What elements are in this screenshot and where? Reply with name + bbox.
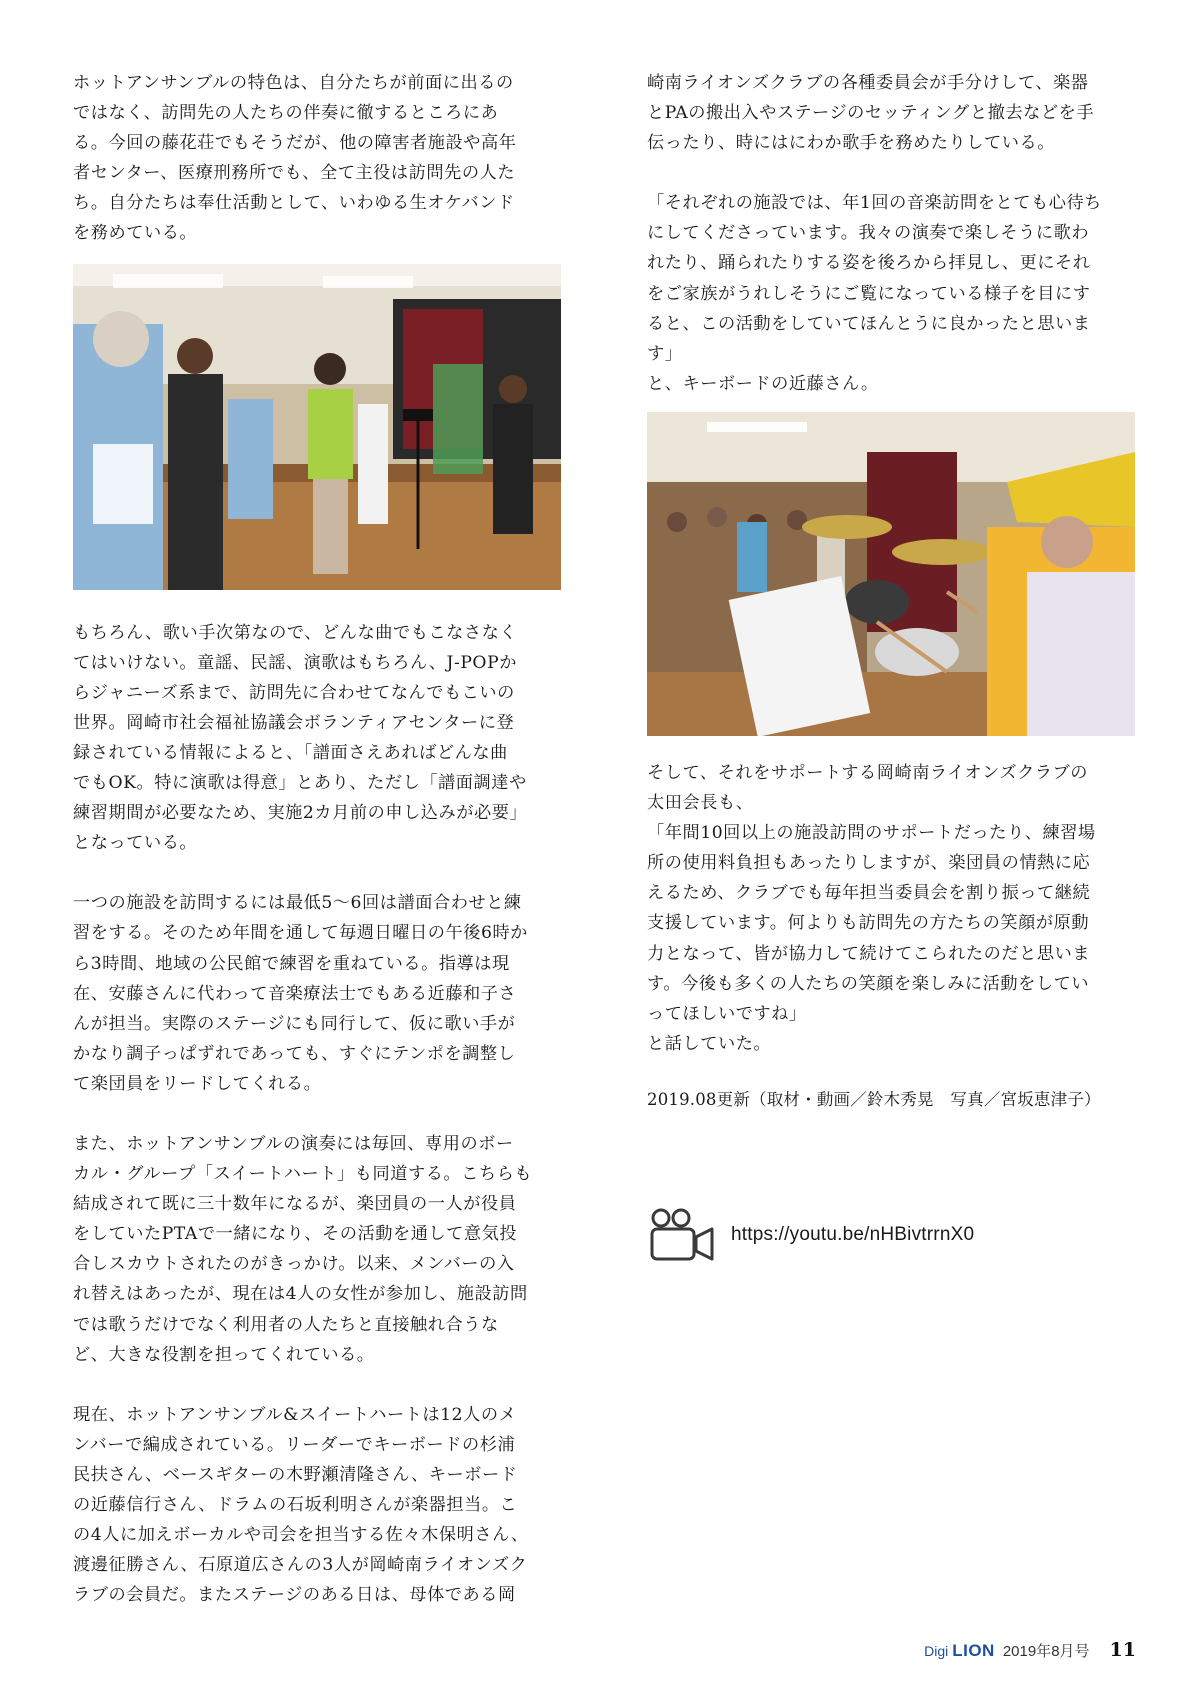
page-number: 11	[1109, 1639, 1136, 1661]
right-column	[647, 68, 1135, 1115]
photo-drummer	[647, 412, 1135, 736]
article-credit: 2019.08更新（取材・動画／鈴木秀晃 写真／宮坂恵津子）	[647, 1089, 1101, 1109]
page-footer	[924, 1639, 1136, 1661]
video-url: https://youtu.be/nHBivtrrnX0	[731, 1224, 975, 1245]
paragraph-club-support: 崎南ライオンズクラブの各種委員会が手分けして、楽器 とPAの搬出入やステージのセッティングと撤去などを手 伝ったり、時にはにわか歌手を務めたりしている。	[647, 73, 1095, 154]
paragraph-kondo-quote: 「それぞれの施設では、年1回の音楽訪問をとても心待ち にしてくださっています。我々の演奏で楽しそうに歌わ れたり、踊られたりする姿を後ろから拝見し、更にそれ をご家族がうれしそうにご覧になっている様子を目にす ると、この活動をしていてほんとうに良かったと思いま す」 と、キーボードの近藤さん。	[647, 193, 1102, 394]
photo-choir-performance	[73, 264, 561, 590]
footer-digi: Digi	[924, 1643, 949, 1659]
video-link[interactable]	[649, 1207, 974, 1263]
paragraph-repertoire: もちろん、歌い手次第なので、どんな曲でもこなさなく てはいけない。童謡、民謡、演歌はもちろん、J-POPか らジャニーズ系まで、訪問先に合わせてなんでもこいの 世界。岡崎市社会福祉協議会ボランティアセンターに登 録されている情報によると、「譜面さえあればどんな曲 でもOK。特に演歌は得意」とあり、ただし「譜面調達や 練習期間が必要なため、実施2カ月前の申し込みが必要」 となっている。	[73, 622, 528, 854]
left-column	[73, 68, 561, 1610]
paragraph-members: 現在、ホットアンサンブル&スイートハートは12人のメ ンバーで編成されている。リーダーでキーボードの杉浦 民扶さん、ベースギターの木野瀬清隆さん、キーボード の近藤信行さん、ドラムの石坂利明さんが楽器担当。こ の4人に加えボーカルや司会を担当する佐々木保明さん、 渡邊征勝さん、石原道広さんの3人が岡崎南ライオンズク ラブの会員だ。またステージのある日は、母体である岡	[73, 1404, 529, 1606]
paragraph-ota-quote: そして、それをサポートする岡崎南ライオンズクラブの 太田会長も、 「年間10回以上の施設訪問のサポートだったり、練習場 所の使用料負担もあったりしますが、楽団員の情熱に応 えるため、クラブでも毎年担当委員会を割り振って継続 支援しています。何よりも訪問先の方たちの笑顔が原動 力となって、皆が協力して続けてこられたのだと思いま す。今後も多くの人たちの笑顔を楽しみに活動をしてい ってほしいですね」 と話していた。	[647, 762, 1096, 1054]
footer-lion-logo: LION	[952, 1641, 995, 1660]
footer-issue: 2019年8月号	[1002, 1643, 1090, 1660]
paragraph-vocal-group: また、ホットアンサンブルの演奏には毎回、専用のボー カル・グループ「スイートハート」も同道する。こちらも 結成されて既に三十数年になるが、楽団員の一人が役員 をしていたPTAで一緒になり、その活動を通して意気投 合しスカウトされたのがきっかけ。以来、メンバーの入 れ替えはあったが、現在は4人の女性が参加し、施設訪問 では歌うだけでなく利用者の人たちと直接触れ合うな ど、大きな役割を担ってくれている。	[73, 1133, 533, 1365]
video-camera-icon	[649, 1207, 715, 1263]
paragraph-practice: 一つの施設を訪問するには最低5～6回は譜面合わせと練 習をする。そのため年間を通して毎週日曜日の午後6時か ら3時間、地域の公民館で練習を重ねている。指導は現 在、安藤さんに代わって音楽療法士でもある近藤和子さ んが担当。実際のステージにも同行して、仮に歌い手が かなり調子っぱずれであっても、すぐにテンポを調整し て楽団員をリードしてくれる。	[73, 893, 528, 1094]
paragraph-feature: ホットアンサンブルの特色は、自分たちが前面に出るの ではなく、訪問先の人たちの伴奏に徹するところにあ る。今回の藤花荘でもそうだが、他の障害者施設や高年 者センター、医療刑務所でも、全て主役は訪問先の人た ち。自分たちは奉仕活動として、いわゆる生オケバンド を務めている。	[73, 73, 517, 244]
